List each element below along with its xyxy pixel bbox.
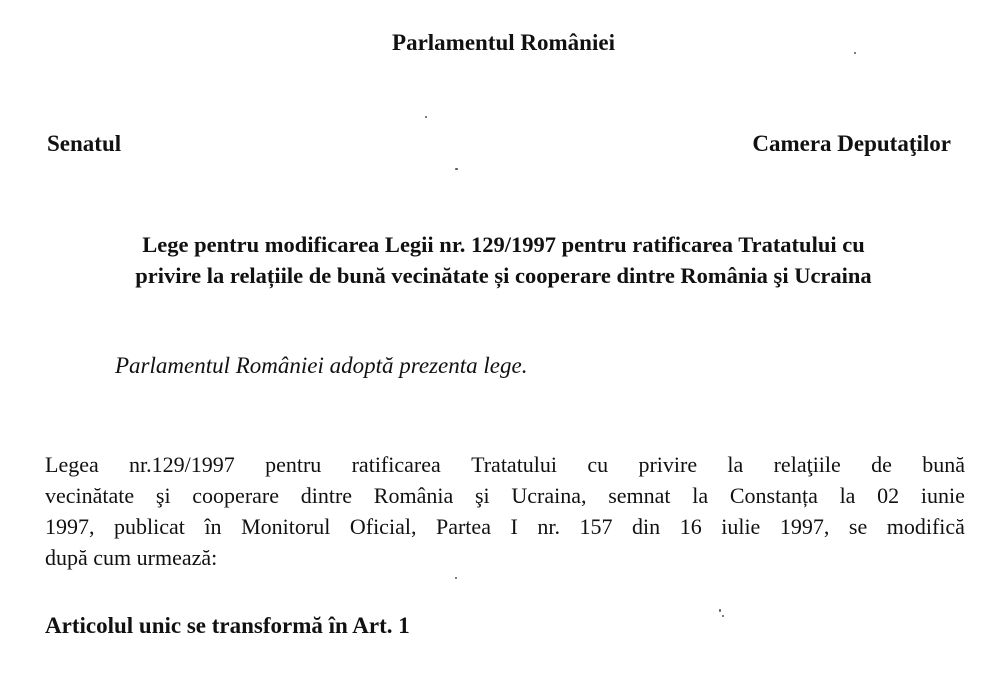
paragraph-line-3 [45, 511, 965, 542]
paragraph-word: nr.129/1997 [129, 452, 235, 477]
paragraph-word: modifică [886, 514, 965, 539]
chamber-of-deputies-label: Camera Deputaţilor [752, 131, 951, 156]
paragraph-word: se [848, 514, 868, 539]
paragraph-word: cooperare [192, 483, 280, 508]
paragraph-word: iulie [721, 514, 761, 539]
paragraph-word: Ucraina, [511, 483, 587, 508]
paragraph-word: din [632, 514, 661, 539]
paragraph-word: publicat [114, 514, 185, 539]
paragraph-word: dintre [300, 483, 353, 508]
scan-speck [854, 52, 856, 54]
paragraph-word: semnat [608, 483, 671, 508]
paragraph-word: Partea [435, 514, 491, 539]
paragraph-word: 157 [579, 514, 613, 539]
scan-speck [455, 577, 457, 579]
paragraph-line-1 [45, 449, 965, 480]
paragraph-word: cu [587, 452, 609, 477]
paragraph-word: bună [922, 452, 965, 477]
paragraph-word: privire [638, 452, 698, 477]
paragraph-word: şi [155, 483, 171, 508]
paragraph-word: la [839, 483, 856, 508]
paragraph-word: România [373, 483, 454, 508]
paragraph-word: Legea [45, 452, 99, 477]
paragraph-word: şi [474, 483, 490, 508]
paragraph-word: 1997, [779, 514, 830, 539]
scan-speck [719, 609, 721, 612]
paragraph-word: de [871, 452, 892, 477]
law-title-line-2: privire la relațiile de bună vecinătate și cooperare dintre România şi Ucraina [135, 263, 872, 288]
paragraph-word: în [204, 514, 222, 539]
law-title [30, 229, 977, 291]
paragraph-word: Tratatului [471, 452, 558, 477]
paragraph-line-4: după cum urmează: [45, 545, 218, 570]
paragraph-word: 02 [877, 483, 900, 508]
scan-speck [455, 168, 458, 170]
paragraph-word: relaţiile [773, 452, 841, 477]
adoption-statement: Parlamentul României adoptă prezenta lege. [115, 353, 528, 378]
paragraph-word: 16 [679, 514, 702, 539]
senate-label: Senatul [47, 131, 122, 156]
paragraph-word: la [692, 483, 709, 508]
paragraph-word: pentru [265, 452, 322, 477]
paragraph-line-2 [45, 480, 965, 511]
paragraph-word: Oficial, [349, 514, 417, 539]
paragraph-word: vecinătate [45, 483, 135, 508]
article-heading: Articolul unic se transformă în Art. 1 [45, 613, 410, 638]
paragraph-word: Monitorul [241, 514, 331, 539]
body-paragraph [45, 449, 965, 573]
paragraph-word: 1997, [45, 514, 95, 539]
paragraph-word: ratificarea [351, 452, 441, 477]
scan-speck [425, 116, 427, 118]
paragraph-word: I [510, 514, 518, 539]
paragraph-word: Constanța [729, 483, 818, 508]
paragraph-word: la [727, 452, 744, 477]
parliament-heading: Parlamentul României [392, 30, 615, 55]
scan-speck [722, 615, 724, 617]
law-title-line-1: Lege pentru modificarea Legii nr. 129/1997 pentru ratificarea Tratatului cu [142, 232, 865, 257]
paragraph-word: iunie [920, 483, 965, 508]
paragraph-word: nr. [537, 514, 560, 539]
